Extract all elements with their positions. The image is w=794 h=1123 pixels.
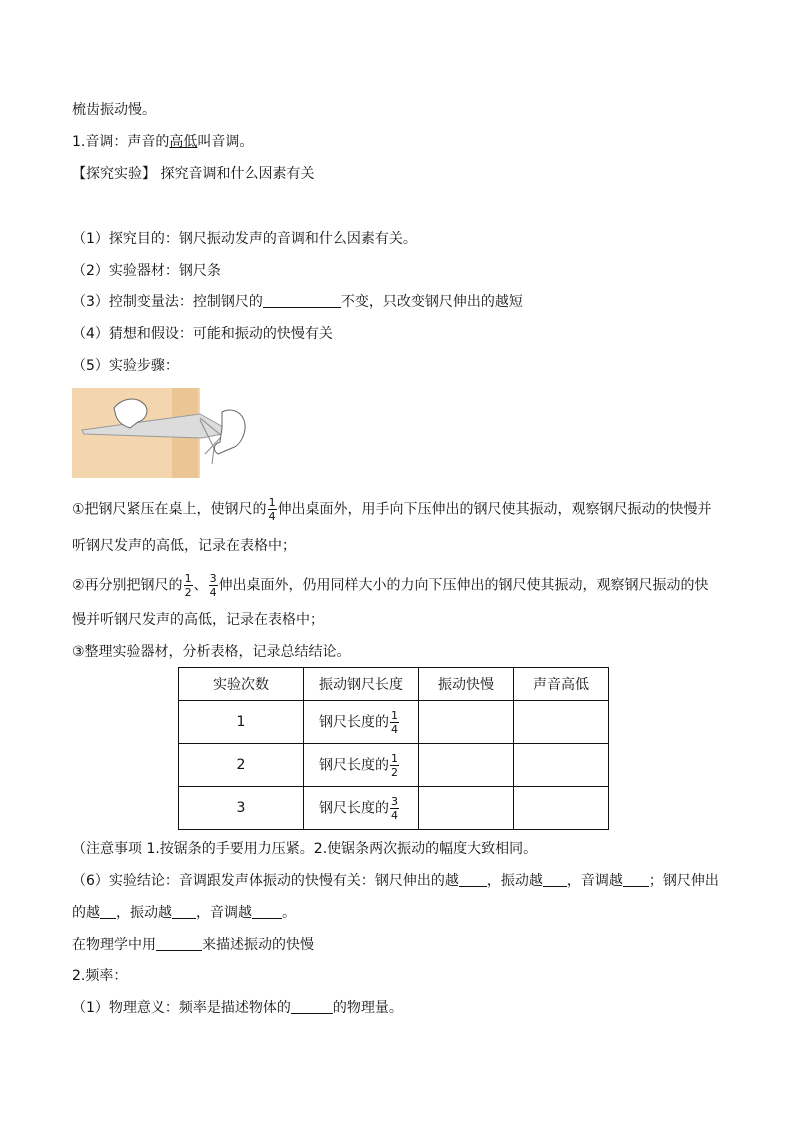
- answer-blank[interactable]: [623, 872, 649, 887]
- step-two: ②再分别把钢尺的 $\frac{1}{2}$ 、 $\frac{3}{4}$ 伸出桌面外，仍用同样大小的力向下压伸出的钢尺使其振动，观察钢尺振动的快: [72, 572, 709, 599]
- table-row: [179, 744, 609, 787]
- fraction: $\frac{1}{4}$: [268, 496, 276, 523]
- header-cell: 实验次数: [179, 668, 304, 701]
- step-one: ①把钢尺紧压在桌上，使钢尺的 $\frac{1}{4}$ 伸出桌面外，用手向下压伸出的钢尺使其振动，观察钢尺振动的快慢并: [72, 496, 712, 523]
- step-equipment: （2）实验器材：钢尺条: [72, 263, 221, 279]
- fraction: $\frac{3}{4}$: [209, 572, 217, 599]
- fraction: $\frac{3}{4}$: [391, 794, 398, 822]
- step-control-variable: （3）控制变量法：控制钢尺的 不变，只改变钢尺伸出的越短: [72, 294, 523, 310]
- answer-blank[interactable]: [291, 999, 333, 1014]
- trial-number: 3: [179, 787, 304, 830]
- header-cell: 声音高低: [514, 668, 609, 701]
- step-three: ③整理实验器材，分析表格，记录总结结论。: [72, 644, 351, 660]
- frequency-meaning: （1）物理意义：频率是描述物体的 的物理量。: [72, 1000, 403, 1016]
- answer-blank[interactable]: [252, 904, 282, 919]
- step-purpose: （1）探究目的：钢尺振动发声的音调和什么因素有关。: [72, 231, 417, 247]
- pitch-cell[interactable]: [514, 744, 609, 787]
- answer-blank[interactable]: [543, 872, 567, 887]
- fraction: $\frac{1}{2}$: [391, 751, 398, 779]
- table-header-row: [179, 668, 609, 701]
- step-hypothesis: （4）猜想和假设：可能和振动的快慢有关: [72, 326, 333, 342]
- conclusion-cont: 的越 ，振动越 ，音调越 。: [72, 905, 296, 921]
- ruler-length-cell: 钢尺长度的 $\frac{1}{2}$: [304, 744, 419, 787]
- answer-blank[interactable]: [100, 904, 116, 919]
- step-procedure: （5）实验步骤：: [72, 358, 179, 374]
- table-row: [179, 787, 609, 830]
- definition-pitch: 1.音调：声音的高低叫音调。: [72, 134, 254, 150]
- trial-number: 1: [179, 701, 304, 744]
- vibration-speed-cell[interactable]: [419, 701, 514, 744]
- conclusion: （6）实验结论：音调跟发声体振动的快慢有关：钢尺伸出的越 ，振动越 ，音调越 ；钢尺伸出: [72, 873, 719, 889]
- ruler-length-cell: 钢尺长度的 $\frac{1}{4}$: [304, 701, 419, 744]
- table-row: [179, 701, 609, 744]
- answer-blank[interactable]: [172, 904, 196, 919]
- header-cell: 振动快慢: [419, 668, 514, 701]
- answer-blank[interactable]: [156, 936, 202, 951]
- ruler-length-cell: 钢尺长度的 $\frac{3}{4}$: [304, 787, 419, 830]
- answer-blank[interactable]: [459, 872, 487, 887]
- answer-blank[interactable]: [263, 293, 341, 308]
- results-table: [178, 667, 609, 830]
- text-line: 梳齿振动慢。: [72, 102, 156, 118]
- vibration-speed-cell[interactable]: [419, 744, 514, 787]
- pitch-cell[interactable]: [514, 787, 609, 830]
- physics-sentence: 在物理学中用 来描述振动的快慢: [72, 937, 314, 953]
- vibration-speed-cell[interactable]: [419, 787, 514, 830]
- fraction: $\frac{1}{4}$: [391, 708, 398, 736]
- fraction: $\frac{1}{2}$: [184, 572, 192, 599]
- pitch-cell[interactable]: [514, 701, 609, 744]
- step-two-cont: 慢并听钢尺发声的高低，记录在表格中；: [72, 612, 324, 628]
- step-one-cont: 听钢尺发声的高低，记录在表格中；: [72, 538, 296, 554]
- section-heading: 【探究实验】 探究音调和什么因素有关: [72, 166, 315, 182]
- note: （注意事项 1.按锯条的手要用力压紧。2.使锯条两次振动的幅度大致相同。: [72, 841, 538, 857]
- frequency-heading: 2.频率：: [72, 968, 128, 984]
- header-cell: 振动钢尺长度: [304, 668, 419, 701]
- underlined-term: 高低: [169, 134, 198, 150]
- ruler-on-table-illustration: [72, 388, 252, 478]
- trial-number: 2: [179, 744, 304, 787]
